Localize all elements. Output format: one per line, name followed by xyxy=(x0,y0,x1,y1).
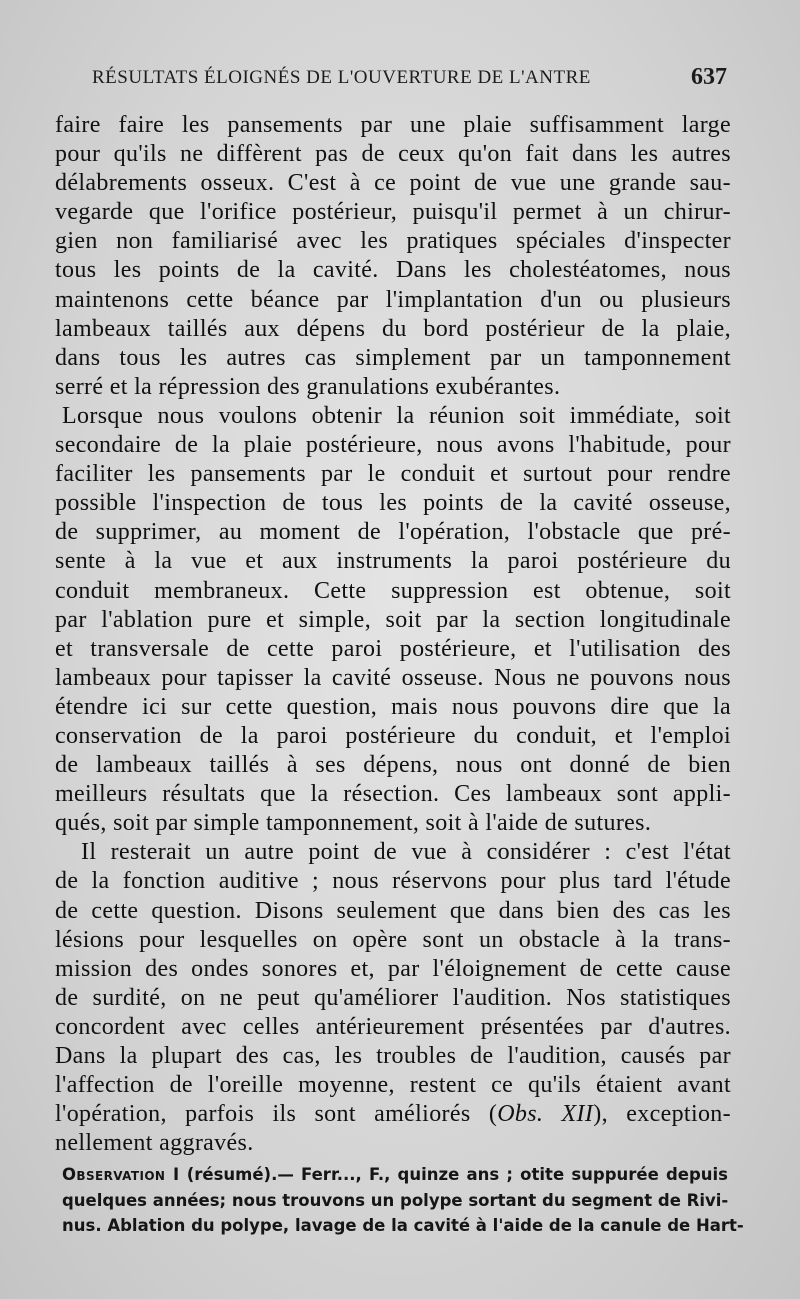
text-line: mission des ondes sonores et, par l'éloignement de cette cause xyxy=(55,955,731,982)
text-line: délabrements osseux. C'est à ce point de vue une grande sau- xyxy=(55,170,731,197)
text-fragment: l'opération, parfois ils sont améliorés ( xyxy=(55,1101,498,1128)
text-line: qués, soit par simple tamponnement, soit à l'aide de sutures. xyxy=(55,810,652,837)
text-line: tous les points de la cavité. Dans les cholestéatomes, nous xyxy=(55,257,731,284)
text-line xyxy=(55,1100,731,1129)
text-line: faciliter les pansements par le conduit et surtout pour rendre xyxy=(55,461,731,488)
text-line: maintenons cette béance par l'implantation d'un ou plusieurs xyxy=(55,286,731,313)
text-line: étendre ici sur cette question, mais nous pouvons dire que la xyxy=(55,693,731,720)
text-line: lambeaux pour tapisser la cavité osseuse. Nous ne pouvons nous xyxy=(55,664,731,691)
text-line: de cette question. Disons seulement que dans bien des cas les xyxy=(55,897,731,924)
page-number: 637 xyxy=(691,64,727,90)
text-line: par l'ablation pure et simple, soit par la section longitudinale xyxy=(55,606,731,633)
text-line: possible l'inspection de tous les points de la cavité osseuse, xyxy=(55,490,731,517)
text-line: secondaire de la plaie postérieure, nous avons l'habitude, pour xyxy=(55,432,731,459)
text-line: et transversale de cette paroi postérieure, et l'utilisation des xyxy=(55,635,731,662)
text-fragment: ), exception- xyxy=(593,1101,731,1128)
text-line: sente à la vue et aux instruments la paroi postérieure du xyxy=(55,548,731,575)
text-line: de la fonction auditive ; nous réservons pour plus tard l'étude xyxy=(55,868,731,895)
text-line: Dans la plupart des cas, les troubles de l'audition, causés par xyxy=(55,1043,731,1069)
text-line: vegarde que l'orifice postérieur, puisqu'il permet à un chirur- xyxy=(55,199,731,226)
observation-line: nus. Ablation du polype, lavage de la cavité à l'aide de la canule de Hart- xyxy=(62,1216,744,1235)
text-line: pour qu'ils ne diffèrent pas de ceux qu'on fait dans les autres xyxy=(55,141,731,168)
text-line: serré et la répression des granulations exubérantes. xyxy=(55,373,561,400)
observation-note xyxy=(62,1162,744,1239)
text-line: lésions pour lesquelles on opère sont un obstacle à la trans- xyxy=(55,926,731,953)
text-line: de surdité, on ne peut qu'améliorer l'audition. Nos statistiques xyxy=(55,984,731,1011)
observation-reference: Obs. XII xyxy=(497,1101,594,1128)
observation-text: (résumé).— Ferr..., F., quinze ans ; otite suppurée depuis xyxy=(179,1165,728,1184)
running-title: RÉSULTATS ÉLOIGNÉS DE L'OUVERTURE DE L'ANTRE xyxy=(92,67,591,88)
observation-line: quelques années; nous trouvons un polype sortant du segment de Rivi- xyxy=(62,1190,729,1210)
text-line: faire faire les pansements par une plaie suffisamment large xyxy=(55,112,731,138)
text-line: Lorsque nous voulons obtenir la réunion soit immédiate, soit xyxy=(62,402,731,429)
text-line: dans tous les autres cas simplement par un tamponnement xyxy=(55,344,731,371)
text-line: Il resterait un autre point de vue à considérer : c'est l'état xyxy=(81,839,731,866)
text-line: conservation de la paroi postérieure du conduit, et l'emploi xyxy=(55,722,731,749)
text-line: l'affection de l'oreille moyenne, restent ce qu'ils étaient avant xyxy=(55,1072,731,1099)
text-line: concordent avec celles antérieurement présentées par d'autres. xyxy=(55,1013,731,1040)
text-line: conduit membraneux. Cette suppression est obtenue, soit xyxy=(55,577,731,604)
text-line: gien non familiarisé avec les pratiques spéciales d'inspecter xyxy=(55,228,731,255)
text-line: de lambeaux taillés à ses dépens, nous ont donné de bien xyxy=(55,752,731,779)
text-line: meilleurs résultats que la résection. Ces lambeaux sont appli- xyxy=(55,781,731,808)
observation-label: Observation I xyxy=(62,1165,180,1184)
body-text xyxy=(55,111,731,1158)
text-line: lambeaux taillés aux dépens du bord postérieur de la plaie, xyxy=(55,315,731,342)
running-head xyxy=(92,64,727,96)
text-line: nellement aggravés. xyxy=(55,1130,254,1157)
text-line: de supprimer, au moment de l'opération, l'obstacle que pré- xyxy=(55,519,731,546)
observation-line xyxy=(62,1162,728,1188)
